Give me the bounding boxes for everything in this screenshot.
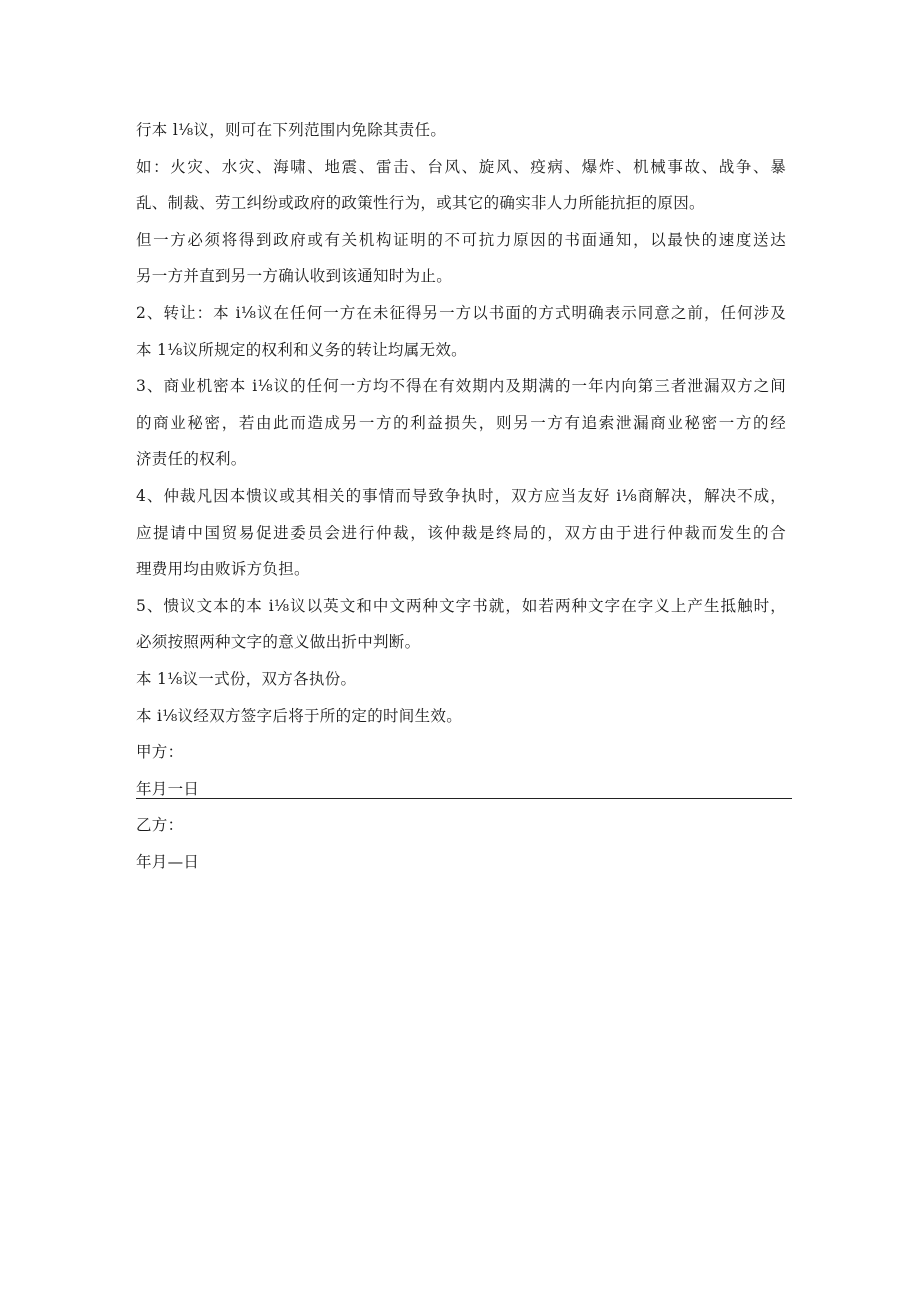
party-b-date: 年月—日 (136, 852, 200, 871)
text-line: 但一方必须将得到政府或有关机构证明的不可抗力原因的书面通知，以最快的速度送达 (136, 230, 786, 249)
text-line: 本 1⅛议一式份，双方各执份。 (136, 669, 357, 688)
party-a-date: 年月一日 (136, 779, 200, 798)
text-line: 行本 l⅛议，则可在下列范围内免除其责任。 (136, 121, 447, 139)
text-line: 如：火灾、水灾、海啸、地震、雷击、台风、旋风、疫病、爆炸、机械事故、战争、暴 (136, 157, 786, 176)
party-a-label: 甲方： (136, 743, 184, 762)
text-line: 乱、制裁、劳工纠纷或政府的政策性行为，或其它的确实非人力所能抗拒的原因。 (136, 194, 705, 213)
party-b-label: 乙方： (136, 816, 184, 835)
contract-body (136, 112, 792, 880)
text-line: 3、商业机密本 i⅛议的任何一方均不得在有效期内及期满的一年内向第三者泄漏双方之间 (136, 377, 786, 396)
text-line: 的商业秘密，若由此而造成另一方的利益损失，则另一方有追索泄漏商业秘密一方的经 (136, 413, 786, 432)
text-line: 2、转让：本 i⅛议在任何一方在未征得另一方以书面的方式明确表示同意之前，任何涉及 (136, 303, 786, 322)
text-line: 应提请中国贸易促进委员会进行仲裁，该仲裁是终局的，双方由于进行仲裁而发生的合 (136, 523, 786, 542)
text-line: 另一方并直到另一方确认收到该通知时为止。 (136, 267, 453, 286)
text-line: 5、愦议文本的本 i⅛议以英文和中文两种文字书就，如若两种文字在字义上产生抵触时， (136, 596, 786, 615)
signature-rule (136, 798, 792, 799)
text-line: 4、仲裁凡因本愦议或其相关的事情而导致争执时，双方应当友好 i⅛商解决，解决不成， (136, 486, 786, 505)
text-line: 济责任的权利。 (136, 450, 247, 469)
text-line: 必须按照两种文字的意义做出折中判断。 (136, 633, 421, 652)
party-a-date-line (136, 771, 792, 808)
text-line: 理费用均由败诉方负担。 (136, 560, 310, 579)
text-line: 本 1⅛议所规定的权利和义务的转让均属无效。 (136, 340, 467, 359)
text-line: 本 i⅛议经双方签字后将于所的定的时间生效。 (136, 706, 463, 725)
